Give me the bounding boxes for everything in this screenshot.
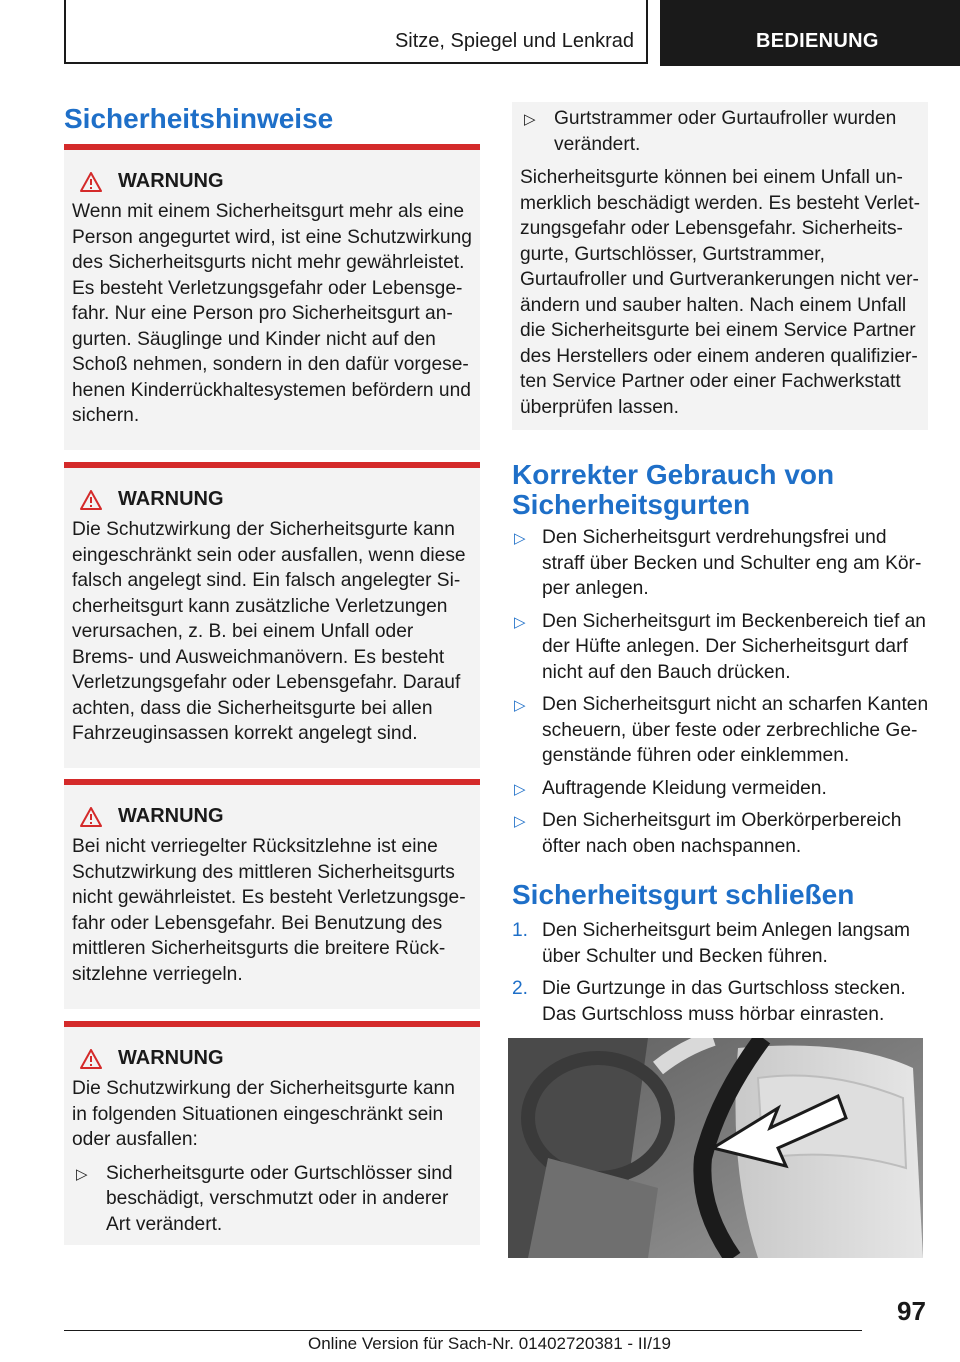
section-title-safety: Sicherheitshinweise [64, 103, 334, 134]
list-item: ▷ Gurtstrammer oder Gurtaufroller wurden verändert. [524, 108, 897, 155]
triangle-bullet-icon: ▷ [514, 530, 526, 547]
list-item: 2. Die Gurtzunge in das Gurtschloss stecken. Das Gurtschloss muss hörbar einrasten. [512, 978, 906, 1025]
warning-header [72, 1047, 472, 1070]
triangle-bullet-icon: ▷ [514, 780, 526, 798]
warning-header [72, 488, 472, 511]
continuation-bullet-list [520, 106, 920, 157]
warning-triangle-icon [80, 172, 102, 192]
warning-label: WARNUNG [118, 170, 224, 192]
list-item: ▷ Den Sicherheitsgurt im Oberkörperbereich öfter nach oben nachspannen. [514, 810, 902, 857]
warning-triangle-icon [80, 807, 102, 827]
triangle-bullet-icon: ▷ [514, 813, 526, 830]
section-title-correct-use: Korrekter Gebrauch von Sicherheitsgurten [512, 459, 835, 520]
page-number: 97 [897, 1296, 926, 1326]
warning-label: WARNUNG [118, 1047, 224, 1069]
triangle-bullet-icon: ▷ [514, 613, 526, 631]
warning-label: WARNUNG [118, 488, 224, 510]
header-section-bar [64, 0, 648, 64]
warning-bullet-list [72, 1161, 472, 1238]
footer-online-version: Online Version für Sach-Nr. 01402720381 - II/19 [308, 1334, 671, 1353]
warning-text: Bei nicht verriegelter Rücksitzlehne ist eine Schutzwirkung des mittleren Sicherheitsgurts nicht gewährleistet. Es besteht Verletzungsgefahr oder Lebensgefahr. Bei Benutzung des mittleren Sicherheitsgurts die breitere Rücksitzlehne verriegeln. [72, 836, 466, 985]
list-item: ▷ Den Sicherheitsgurt nicht an scharfen Kanten scheuern, über feste oder zerbrechliche Gegenstände führen oder einklemmen. [514, 694, 929, 766]
warning-header [72, 805, 472, 828]
header-chapter-label: BEDIENUNG [756, 30, 879, 52]
warning-continuation-box [512, 102, 928, 430]
seat-belt-illustration [508, 1038, 923, 1258]
warning-text: Wenn mit einem Sicherheitsgurt mehr als eine Person angegurtet wird, ist eine Schutzwirkung des Sicherheitsgurts nicht mehr gewährleistet. Es besteht Verletzungsgefahr oder Lebensgefahr. Nur eine Person pro Sicherheitsgurt angurten. Säuglinge und Kinder nicht auf den Schoß nehmen, sondern in den dafür vorgesehenen Kinderrückhaltesystemen befördern und sichern. [72, 201, 472, 426]
correct-use-list [512, 525, 932, 866]
warning-triangle-icon [80, 1049, 102, 1069]
warning-header [72, 170, 472, 193]
seat-belt-photo [508, 1038, 923, 1258]
triangle-bullet-icon: ▷ [514, 697, 526, 714]
list-item: ▷ Den Sicherheitsgurt im Beckenbereich tief an der Hüfte anlegen. Der Sicherheitsgurt darf nicht auf den Bauch drücken. [514, 610, 926, 683]
warning-triangle-icon [80, 490, 102, 510]
header-chapter-tab [660, 0, 960, 66]
warning-box-1 [64, 144, 480, 450]
warning-text: Die Schutzwirkung der Sicherheitsgurte kann eingeschränkt sein oder ausfallen, wenn diese falsch angelegt sind. Ein falsch angelegter Sicherheitsgurt kann zusätzliche Verletzungen verursachen, z. B. bei einem Unfall oder Brems- und Ausweichmanövern. Es besteht Verletzungsgefahr oder Lebensgefahr. Darauf achten, dass die Sicherheitsgurte bei allen Fahrzeuginsassen korrekt angelegt sind. [72, 519, 466, 744]
list-item: 1. Den Sicherheitsgurt beim Anlegen langsam über Schulter und Becken führen. [512, 920, 910, 967]
footer-divider [64, 1330, 862, 1331]
warning-label: WARNUNG [118, 805, 224, 827]
list-item: ▷ Auftragende Kleidung vermeiden. [512, 776, 932, 802]
warning-text: Sicherheitsgurte können bei einem Unfall unmerklich beschädigt werden. Es besteht Verletzungsgefahr oder Lebensgefahr. Sicherheitsgurte, Gurtschlösser, Gurtstrammer, Gurtaufroller und Gurtverankerungen nicht verändern und sauber halten. Nach einem Unfall die Sicherheitsgurte bei einem Service Partner des Herstellers oder einem anderen qualifizierten Service Partner oder einer Fachwerkstatt überprüfen lassen. [520, 167, 920, 418]
list-item: ▷ Den Sicherheitsgurt verdrehungsfrei und straff über Becken und Schulter eng am Körper anlegen. [514, 527, 922, 599]
triangle-bullet-icon: ▷ [76, 1165, 88, 1183]
list-item: ▷ Sicherheitsgurte oder Gurtschlösser sind beschädigt, verschmutzt oder in anderer Art verändert. [76, 1162, 453, 1235]
warning-box-2 [64, 462, 480, 768]
warning-box-4 [64, 1021, 480, 1245]
warning-text: Die Schutzwirkung der Sicherheitsgurte kann in folgenden Situationen eingeschränkt sein oder ausfallen: [72, 1078, 455, 1150]
triangle-bullet-icon: ▷ [524, 111, 536, 128]
buckle-steps-list [512, 918, 932, 1034]
section-title-buckle: Sicherheitsgurt schließen [512, 879, 855, 910]
header-section-title: Sitze, Spiegel und Lenkrad [394, 30, 634, 52]
warning-box-3 [64, 779, 480, 1009]
